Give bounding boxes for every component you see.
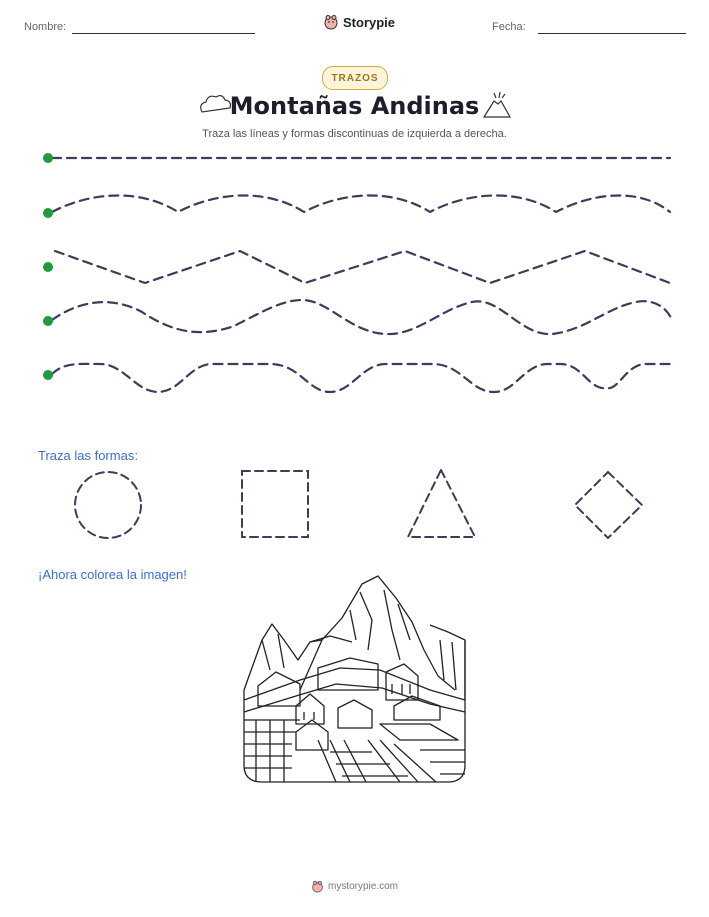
page-title: Montañas Andinas: [229, 92, 480, 120]
date-label: Fecha:: [492, 21, 526, 33]
color-heading: ¡Ahora colorea la imagen!: [38, 567, 187, 582]
storypie-logo-icon: [311, 880, 324, 893]
shapes-heading: Traza las formas:: [38, 448, 138, 463]
brand-name: Storypie: [343, 14, 396, 30]
footer-url[interactable]: mystorypie.com: [327, 881, 398, 892]
category-badge: TRAZOS: [322, 66, 388, 90]
name-label: Nombre:: [24, 21, 67, 33]
page-subtitle: Traza las líneas y formas discontinuas de izquierda a derecha.: [202, 128, 507, 140]
footer: [0, 880, 709, 893]
